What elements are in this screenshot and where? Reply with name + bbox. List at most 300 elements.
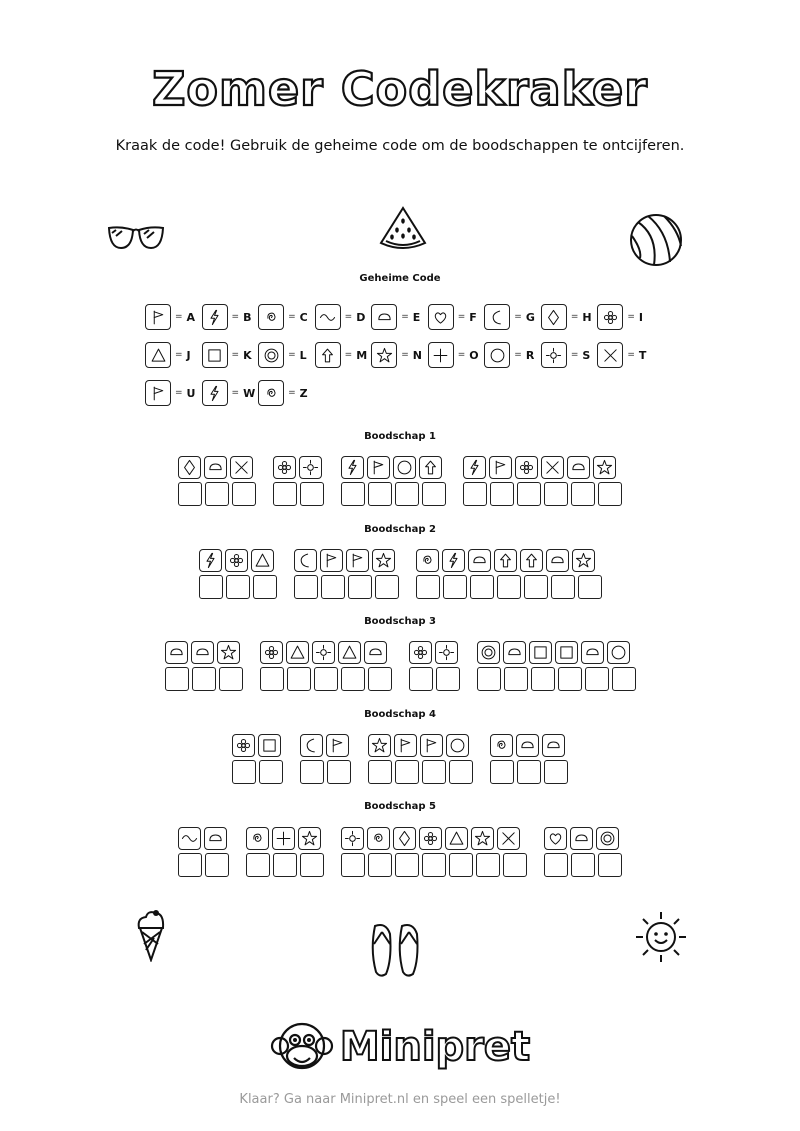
answer-box[interactable] — [273, 482, 297, 506]
flag-icon — [423, 737, 440, 754]
key-letter: T — [638, 348, 647, 362]
sun-icon — [344, 830, 361, 847]
star-symbol — [217, 641, 240, 664]
key-letter: W — [243, 386, 256, 400]
coded-word — [414, 549, 603, 599]
bolt-icon — [202, 552, 219, 569]
equals-sign: = — [231, 388, 240, 398]
key-pair — [315, 342, 367, 368]
dome-icon — [207, 830, 224, 847]
brand-logo[interactable] — [0, 1020, 800, 1074]
answer-box[interactable] — [300, 853, 324, 877]
coded-word — [272, 456, 326, 506]
star-symbol — [471, 827, 494, 850]
spiral-icon — [263, 385, 280, 402]
cross-icon — [544, 459, 561, 476]
message-title: Boodschap 3 — [364, 616, 436, 627]
symbol-row — [367, 734, 475, 757]
key-pair — [258, 342, 310, 368]
answer-box[interactable] — [558, 667, 582, 691]
coded-word — [299, 734, 353, 784]
arrow-symbol — [419, 456, 442, 479]
answer-box[interactable] — [409, 667, 433, 691]
key-letter: D — [356, 310, 366, 324]
bolt-icon — [206, 309, 223, 326]
answer-box[interactable] — [395, 853, 419, 877]
symbol-row — [543, 827, 624, 850]
answer-row — [407, 664, 461, 691]
equals-sign: = — [344, 312, 353, 322]
key-pair — [541, 304, 593, 330]
spiral-symbol — [246, 827, 269, 850]
answer-box[interactable] — [273, 853, 297, 877]
answer-box[interactable] — [470, 575, 494, 599]
dome-symbol — [204, 456, 227, 479]
dome-icon — [549, 552, 566, 569]
sun-icon — [302, 459, 319, 476]
answer-box[interactable] — [321, 575, 345, 599]
cross-icon — [602, 347, 619, 364]
key-pair — [597, 304, 649, 330]
circle-symbol — [393, 456, 416, 479]
coded-word — [407, 641, 461, 691]
answer-box[interactable] — [544, 482, 568, 506]
answer-box[interactable] — [165, 667, 189, 691]
equals-sign: = — [288, 312, 296, 322]
equals-sign: = — [627, 350, 635, 360]
dome-symbol — [165, 641, 188, 664]
symbol-row — [299, 734, 353, 757]
key-pair — [371, 304, 423, 330]
message-title: Boodschap 5 — [364, 801, 436, 812]
flower-symbol — [260, 641, 283, 664]
cross-icon — [233, 459, 250, 476]
flip-flops-icon — [368, 920, 424, 980]
star-icon — [301, 830, 318, 847]
target-icon — [480, 644, 497, 661]
answer-box[interactable] — [327, 760, 351, 784]
key-letter: L — [299, 348, 307, 362]
answer-row — [462, 479, 624, 506]
answer-box[interactable] — [571, 482, 595, 506]
key-pair — [258, 380, 310, 406]
star-icon — [376, 347, 393, 364]
sun-symbol — [299, 456, 322, 479]
triangle-icon — [289, 644, 306, 661]
monkey-icon — [270, 1020, 334, 1074]
key-letter: K — [243, 348, 252, 362]
answer-box[interactable] — [300, 482, 324, 506]
answer-box[interactable] — [260, 667, 284, 691]
equals-sign: = — [175, 350, 183, 360]
answer-row — [475, 664, 637, 691]
footer-text[interactable]: Klaar? Ga naar Minipret.nl en speel een spelletje! — [239, 1092, 561, 1107]
diamond-icon — [181, 459, 198, 476]
answer-box[interactable] — [341, 667, 365, 691]
dome-icon — [376, 309, 393, 326]
spiral-icon — [263, 309, 280, 326]
cross-symbol — [597, 342, 623, 368]
target-symbol — [477, 641, 500, 664]
cross-symbol — [497, 827, 520, 850]
square-icon — [206, 347, 223, 364]
answer-box[interactable] — [395, 482, 419, 506]
dome-symbol — [570, 827, 593, 850]
dome-icon — [545, 737, 562, 754]
star-icon — [474, 830, 491, 847]
diamond-icon — [396, 830, 413, 847]
answer-box[interactable] — [395, 760, 419, 784]
square-symbol — [202, 342, 228, 368]
flag-symbol — [420, 734, 443, 757]
answer-box[interactable] — [348, 575, 372, 599]
star-symbol — [298, 827, 321, 850]
star-icon — [375, 552, 392, 569]
symbol-row — [462, 456, 624, 479]
answer-row — [340, 479, 448, 506]
message-2 — [0, 549, 800, 599]
coded-word — [231, 734, 285, 784]
dome-symbol — [542, 734, 565, 757]
key-letter: J — [186, 348, 191, 362]
sun-icon — [634, 910, 688, 964]
answer-box[interactable] — [368, 667, 392, 691]
equals-sign: = — [344, 350, 353, 360]
answer-box[interactable] — [524, 575, 548, 599]
dome-icon — [207, 459, 224, 476]
symbol-row — [163, 641, 244, 664]
symbol-row — [197, 549, 278, 572]
coded-word — [197, 549, 278, 599]
flag-symbol — [346, 549, 369, 572]
flower-icon — [276, 459, 293, 476]
sun-symbol — [541, 342, 567, 368]
answer-row — [258, 664, 393, 691]
bolt-symbol — [463, 456, 486, 479]
answer-box[interactable] — [598, 853, 622, 877]
key-pair — [484, 342, 536, 368]
sunglasses-icon — [106, 220, 166, 254]
answer-box[interactable] — [368, 853, 392, 877]
symbol-row — [407, 641, 461, 664]
equals-sign: = — [231, 312, 240, 322]
wave-symbol — [178, 827, 201, 850]
plus-icon — [432, 347, 449, 364]
sun-icon — [315, 644, 332, 661]
dome-symbol — [503, 641, 526, 664]
page-title: Zomer Codekraker — [152, 62, 648, 116]
key-row — [145, 380, 315, 406]
dome-icon — [519, 737, 536, 754]
key-pair — [428, 304, 480, 330]
spiral-symbol — [416, 549, 439, 572]
answer-box[interactable] — [504, 667, 528, 691]
flag-symbol — [394, 734, 417, 757]
star-symbol — [372, 549, 395, 572]
answer-box[interactable] — [531, 667, 555, 691]
coded-word — [489, 734, 570, 784]
answer-box[interactable] — [199, 575, 223, 599]
flag-icon — [329, 737, 346, 754]
answer-box[interactable] — [205, 482, 229, 506]
equals-sign: = — [457, 312, 466, 322]
message-5 — [0, 827, 800, 877]
key-letter: E — [412, 310, 421, 324]
sun-icon — [438, 644, 455, 661]
star-icon — [575, 552, 592, 569]
message-4 — [0, 734, 800, 784]
answer-box[interactable] — [544, 853, 568, 877]
key-letter: N — [412, 348, 422, 362]
dome-symbol — [546, 549, 569, 572]
key-letter: G — [525, 310, 535, 324]
flag-icon — [150, 309, 167, 326]
dome-icon — [573, 830, 590, 847]
dome-symbol — [191, 641, 214, 664]
sun-symbol — [435, 641, 458, 664]
answer-row — [197, 572, 278, 599]
flower-icon — [602, 309, 619, 326]
answer-box[interactable] — [436, 667, 460, 691]
dome-icon — [367, 644, 384, 661]
square-icon — [532, 644, 549, 661]
star-symbol — [572, 549, 595, 572]
answer-box[interactable] — [517, 760, 541, 784]
arrow-icon — [422, 459, 439, 476]
answer-box[interactable] — [416, 575, 440, 599]
answer-box[interactable] — [612, 667, 636, 691]
answer-box[interactable] — [294, 575, 318, 599]
key-letter: B — [243, 310, 252, 324]
answer-box[interactable] — [341, 853, 365, 877]
bolt-icon — [344, 459, 361, 476]
answer-box[interactable] — [497, 575, 521, 599]
wave-symbol — [315, 304, 341, 330]
key-title: Geheime Code — [359, 273, 441, 284]
plus-icon — [275, 830, 292, 847]
key-pair — [145, 380, 197, 406]
answer-box[interactable] — [422, 853, 446, 877]
answer-box[interactable] — [551, 575, 575, 599]
dome-icon — [506, 644, 523, 661]
key-pair — [202, 342, 254, 368]
coded-word — [292, 549, 400, 599]
flower-symbol — [273, 456, 296, 479]
equals-sign: = — [401, 312, 409, 322]
symbol-row — [340, 827, 529, 850]
answer-box[interactable] — [585, 667, 609, 691]
flag-icon — [492, 459, 509, 476]
ice-cream-icon — [134, 908, 168, 962]
answer-box[interactable] — [544, 760, 568, 784]
answer-box[interactable] — [192, 667, 216, 691]
equals-sign: = — [570, 350, 579, 360]
dome-symbol — [204, 827, 227, 850]
arrow-icon — [497, 552, 514, 569]
spiral-symbol — [258, 380, 284, 406]
answer-box[interactable] — [449, 760, 473, 784]
circle-symbol — [607, 641, 630, 664]
flag-icon — [397, 737, 414, 754]
answer-box[interactable] — [476, 853, 500, 877]
wave-icon — [319, 309, 336, 326]
answer-row — [245, 850, 326, 877]
spiral-icon — [493, 737, 510, 754]
answer-box[interactable] — [422, 760, 446, 784]
flower-icon — [422, 830, 439, 847]
answer-box[interactable] — [259, 760, 283, 784]
triangle-symbol — [338, 641, 361, 664]
brand-name: Minipret — [339, 1024, 531, 1070]
symbol-row — [292, 549, 400, 572]
key-letter: O — [469, 348, 479, 362]
coded-word — [258, 641, 393, 691]
square-icon — [558, 644, 575, 661]
key-letter: S — [582, 348, 591, 362]
circle-icon — [489, 347, 506, 364]
dome-icon — [194, 644, 211, 661]
answer-box[interactable] — [598, 482, 622, 506]
answer-box[interactable] — [571, 853, 595, 877]
answer-row — [367, 757, 475, 784]
flower-symbol — [597, 304, 623, 330]
symbol-row — [414, 549, 603, 572]
answer-row — [340, 850, 529, 877]
spiral-icon — [370, 830, 387, 847]
flag-icon — [323, 552, 340, 569]
circle-symbol — [484, 342, 510, 368]
arrow-symbol — [494, 549, 517, 572]
key-letter: C — [299, 310, 308, 324]
flag-symbol — [145, 304, 171, 330]
answer-box[interactable] — [232, 482, 256, 506]
answer-row — [414, 572, 603, 599]
answer-row — [231, 757, 285, 784]
coded-word — [543, 827, 624, 877]
star-icon — [220, 644, 237, 661]
message-3 — [0, 641, 800, 691]
symbol-row — [245, 827, 326, 850]
key-row — [145, 342, 654, 368]
star-symbol — [368, 734, 391, 757]
flag-icon — [150, 385, 167, 402]
answer-box[interactable] — [517, 482, 541, 506]
flag-icon — [370, 459, 387, 476]
cross-icon — [500, 830, 517, 847]
equals-sign: = — [514, 350, 522, 360]
flower-symbol — [225, 549, 248, 572]
dome-icon — [471, 552, 488, 569]
arrow-symbol — [315, 342, 341, 368]
answer-box[interactable] — [422, 482, 446, 506]
symbol-row — [475, 641, 637, 664]
equals-sign: = — [288, 388, 296, 398]
plus-symbol — [428, 342, 454, 368]
key-pair — [541, 342, 593, 368]
symbol-row — [258, 641, 393, 664]
square-symbol — [258, 734, 281, 757]
cross-symbol — [541, 456, 564, 479]
symbol-row — [489, 734, 570, 757]
key-pair — [258, 304, 310, 330]
answer-box[interactable] — [178, 853, 202, 877]
key-pair — [202, 380, 254, 406]
answer-box[interactable] — [226, 575, 250, 599]
bolt-icon — [206, 385, 223, 402]
coded-word — [177, 456, 258, 506]
moon-icon — [489, 309, 506, 326]
answer-box[interactable] — [219, 667, 243, 691]
answer-box[interactable] — [178, 482, 202, 506]
answer-box[interactable] — [503, 853, 527, 877]
dome-icon — [584, 644, 601, 661]
answer-box[interactable] — [375, 575, 399, 599]
answer-box[interactable] — [490, 760, 514, 784]
answer-box[interactable] — [287, 667, 311, 691]
moon-icon — [303, 737, 320, 754]
answer-box[interactable] — [341, 482, 365, 506]
flag-icon — [349, 552, 366, 569]
spiral-symbol — [490, 734, 513, 757]
heart-icon — [547, 830, 564, 847]
answer-box[interactable] — [477, 667, 501, 691]
answer-box[interactable] — [246, 853, 270, 877]
arrow-symbol — [520, 549, 543, 572]
answer-box[interactable] — [368, 760, 392, 784]
message-title: Boodschap 1 — [364, 431, 436, 442]
target-icon — [599, 830, 616, 847]
answer-row — [163, 664, 244, 691]
flower-icon — [228, 552, 245, 569]
cross-symbol — [230, 456, 253, 479]
answer-box[interactable] — [443, 575, 467, 599]
flower-symbol — [419, 827, 442, 850]
answer-box[interactable] — [368, 482, 392, 506]
moon-symbol — [294, 549, 317, 572]
dome-symbol — [567, 456, 590, 479]
answer-box[interactable] — [578, 575, 602, 599]
coded-word — [163, 641, 244, 691]
answer-box[interactable] — [463, 482, 487, 506]
key-pair — [202, 304, 254, 330]
watermelon-icon — [378, 205, 428, 251]
triangle-icon — [254, 552, 271, 569]
spiral-icon — [419, 552, 436, 569]
coded-word — [475, 641, 637, 691]
answer-row — [272, 479, 326, 506]
triangle-symbol — [286, 641, 309, 664]
answer-box[interactable] — [314, 667, 338, 691]
spiral-symbol — [367, 827, 390, 850]
triangle-icon — [150, 347, 167, 364]
answer-box[interactable] — [490, 482, 514, 506]
answer-box[interactable] — [300, 760, 324, 784]
diamond-symbol — [541, 304, 567, 330]
answer-box[interactable] — [449, 853, 473, 877]
answer-box[interactable] — [253, 575, 277, 599]
coded-word — [462, 456, 624, 506]
triangle-symbol — [251, 549, 274, 572]
equals-sign: = — [231, 350, 240, 360]
flag-symbol — [489, 456, 512, 479]
key-pair — [145, 304, 197, 330]
key-letter: M — [356, 348, 368, 362]
diamond-icon — [545, 309, 562, 326]
key-letter: R — [525, 348, 535, 362]
triangle-icon — [448, 830, 465, 847]
answer-box[interactable] — [232, 760, 256, 784]
answer-box[interactable] — [205, 853, 229, 877]
